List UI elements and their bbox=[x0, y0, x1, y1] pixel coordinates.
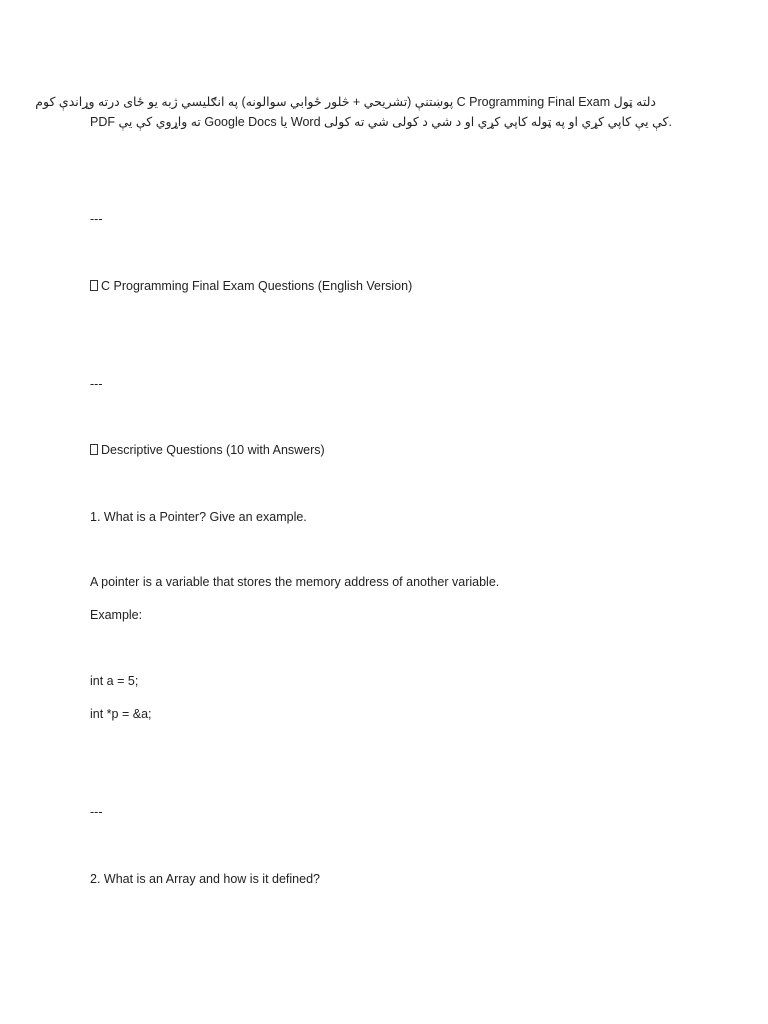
exam-title bbox=[90, 278, 412, 294]
section-heading bbox=[90, 442, 325, 458]
document-icon bbox=[90, 280, 98, 291]
code-line-2: int *p = &a; bbox=[90, 707, 152, 721]
section-heading-text: Descriptive Questions (10 with Answers) bbox=[101, 443, 325, 457]
exam-title-text: C Programming Final Exam Questions (English Version) bbox=[101, 279, 413, 293]
question-2: 2. What is an Array and how is it defined? bbox=[90, 872, 320, 886]
code-line-1: int a = 5; bbox=[90, 674, 139, 688]
separator: --- bbox=[90, 212, 103, 226]
separator: --- bbox=[90, 805, 103, 819]
intro-line-1: دلته ټول C Programming Final Exam پوښتنې (تشریحي + څلور ځوابي سوالونه) په انګلیسي ژبه یو ځای درته وړاندې کوم bbox=[35, 95, 656, 109]
pencil-icon bbox=[90, 444, 98, 455]
question-1: 1. What is a Pointer? Give an example. bbox=[90, 510, 307, 524]
separator: --- bbox=[90, 377, 103, 391]
answer-1: A pointer is a variable that stores the memory address of another variable. bbox=[90, 575, 500, 589]
example-label: Example: bbox=[90, 608, 143, 622]
intro-line-2: PDF ته واړوي کې یې Google Docs یا Word کې یې کاپي کړي او په ټوله کاپي کړي او د شي د کولی شي ته کولی. bbox=[90, 115, 672, 129]
